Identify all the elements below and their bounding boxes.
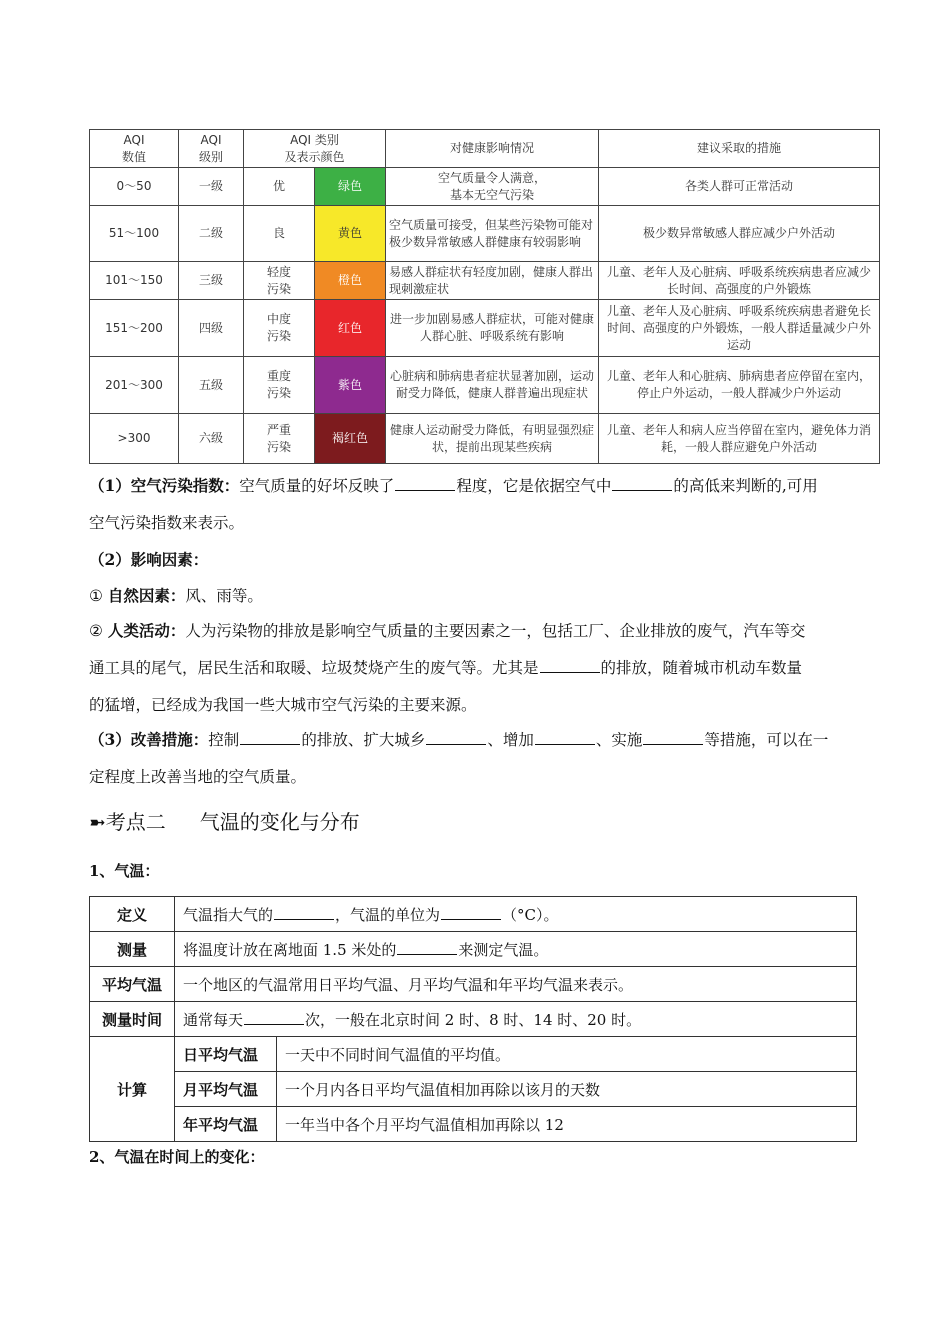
text: 控制 — [208, 731, 240, 749]
aqi-row — [90, 168, 880, 206]
time-text: 通常每天 次，一般在北京时间 2 时、8 时、14 时、20 时。 — [175, 1002, 857, 1037]
aqi-category: 重度 污染 — [244, 357, 315, 414]
label-human-activity: 人类活动： — [107, 621, 186, 640]
aqi-level: 六级 — [179, 414, 244, 464]
aqi-measure: 儿童、老年人和心脏病、肺病患者应停留在室内，停止户外运动，一般人群减少户外运动 — [599, 357, 880, 414]
aqi-row — [90, 414, 880, 464]
aqi-measure: 各类人群可正常活动 — [599, 168, 880, 206]
measure-text: 将温度计放在离地面 1.5 米处的 来测定气温。 — [175, 932, 857, 967]
aqi-header-level: AQI 级别 — [179, 130, 244, 168]
aqi-category: 中度 污染 — [244, 300, 315, 357]
aqi-header-measure: 建议采取的措施 — [599, 130, 880, 168]
calc-label-daily: 日平均气温 — [175, 1037, 277, 1072]
aqi-table — [89, 129, 880, 464]
aqi-value: 101～150 — [90, 262, 179, 300]
fill-blank[interactable] — [612, 476, 672, 491]
aqi-value: 151～200 — [90, 300, 179, 357]
aqi-row — [90, 262, 880, 300]
aqi-color-swatch: 褐红色 — [315, 414, 386, 464]
fill-blank[interactable] — [441, 905, 501, 920]
temp-row-calc — [90, 1107, 857, 1142]
aqi-color-swatch: 红色 — [315, 300, 386, 357]
paragraph-pollution-index — [89, 467, 869, 542]
aqi-health: 进一步加剧易感人群症状，可能对健康人群心脏、呼吸系统有影响 — [386, 300, 599, 357]
text: 定程度上改善当地的空气质量。 — [89, 768, 307, 786]
label-pollution-index: （1）空气污染指数： — [89, 476, 240, 495]
temp-row-average — [90, 967, 857, 1002]
temp-row-time — [90, 1002, 857, 1037]
number-marker: ② — [89, 622, 108, 640]
label-factors: （2）影响因素： — [89, 550, 209, 569]
calc-text-monthly: 一个月内各日平均气温值相加再除以该月的天数 — [277, 1072, 857, 1107]
aqi-header-value: AQI 数值 — [90, 130, 179, 168]
text: 程度，它是依据空气中 — [456, 477, 612, 495]
aqi-header-row — [90, 130, 880, 168]
aqi-measure: 儿童、老年人及心脏病、呼吸系统疾病患者应减少长时间、高强度的户外锻炼 — [599, 262, 880, 300]
aqi-color-swatch: 橙色 — [315, 262, 386, 300]
fill-blank[interactable] — [395, 476, 455, 491]
text: 的高低来判断的,可用 — [673, 477, 818, 495]
aqi-health: 空气质量令人满意， 基本无空气污染 — [386, 168, 599, 206]
temperature-table — [89, 896, 857, 1142]
aqi-header-health: 对健康影响情况 — [386, 130, 599, 168]
aqi-health: 易感人群症状有轻度加剧，健康人群出现刺激症状 — [386, 262, 599, 300]
text: 、实施 — [595, 731, 643, 749]
calc-label-yearly: 年平均气温 — [175, 1107, 277, 1142]
fill-blank[interactable] — [426, 730, 486, 745]
aqi-level: 一级 — [179, 168, 244, 206]
text: 空气质量的好坏反映了 — [239, 477, 395, 495]
aqi-category: 良 — [244, 206, 315, 262]
paragraph-factors — [89, 541, 869, 579]
definition-text: 气温指大气的 ，气温的单位为 （°C）。 — [175, 897, 857, 932]
aqi-category: 严重 污染 — [244, 414, 315, 464]
text: 、增加 — [487, 731, 534, 749]
calc-label-monthly: 月平均气温 — [175, 1072, 277, 1107]
aqi-category: 优 — [244, 168, 315, 206]
arrow-icon: ➼ — [89, 810, 106, 834]
fill-blank[interactable] — [540, 658, 600, 673]
text: 的排放，随着城市机动车数量 — [600, 659, 803, 677]
aqi-value: 201～300 — [90, 357, 179, 414]
label-improvement: （3）改善措施： — [89, 730, 209, 749]
text: 空气污染指数来表示。 — [89, 514, 245, 532]
text: 风、雨等。 — [185, 587, 263, 605]
aqi-level: 三级 — [179, 262, 244, 300]
sub-heading-temperature-change: 2、气温在时间上的变化： — [89, 1148, 265, 1166]
label-measure: 测量 — [90, 932, 175, 967]
aqi-row — [90, 300, 880, 357]
label-calc: 计算 — [90, 1037, 175, 1142]
temp-row-measure — [90, 932, 857, 967]
temp-row-calc — [90, 1037, 857, 1072]
aqi-color-swatch: 黄色 — [315, 206, 386, 262]
sub-heading-temperature: 1、气温： — [89, 862, 160, 880]
aqi-health: 健康人运动耐受力降低，有明显强烈症状，提前出现某些疾病 — [386, 414, 599, 464]
fill-blank[interactable] — [535, 730, 595, 745]
aqi-header-category: AQI 类别 及表示颜色 — [244, 130, 386, 168]
temp-row-calc — [90, 1072, 857, 1107]
fill-blank[interactable] — [274, 905, 334, 920]
fill-blank[interactable] — [397, 940, 457, 955]
section-heading — [89, 806, 360, 835]
section-number: 考点二 — [105, 810, 166, 834]
fill-blank[interactable] — [240, 730, 300, 745]
aqi-color-swatch: 绿色 — [315, 168, 386, 206]
aqi-measure: 儿童、老年人及心脏病、呼吸系统疾病患者避免长时间、高强度的户外锻炼，一般人群适量减少户外运动 — [599, 300, 880, 357]
aqi-measure: 极少数异常敏感人群应减少户外活动 — [599, 206, 880, 262]
fill-blank[interactable] — [643, 730, 703, 745]
section-title: 气温的变化与分布 — [199, 810, 360, 834]
aqi-value: 0～50 — [90, 168, 179, 206]
aqi-row — [90, 206, 880, 262]
label-average: 平均气温 — [90, 967, 175, 1002]
number-marker: ① — [89, 587, 108, 605]
label-definition: 定义 — [90, 897, 175, 932]
text: 通工具的尾气，居民生活和取暖、垃圾焚烧产生的废气等。尤其是 — [89, 659, 539, 677]
aqi-color-swatch: 紫色 — [315, 357, 386, 414]
aqi-health: 空气质量可接受，但某些污染物可能对极少数异常敏感人群健康有较弱影响 — [386, 206, 599, 262]
aqi-value: 51～100 — [90, 206, 179, 262]
label-natural-factors: 自然因素： — [107, 586, 186, 605]
aqi-row — [90, 357, 880, 414]
aqi-level: 二级 — [179, 206, 244, 262]
temp-row-definition — [90, 897, 857, 932]
text: 的排放、扩大城乡 — [301, 731, 426, 749]
fill-blank[interactable] — [244, 1010, 304, 1025]
label-time: 测量时间 — [90, 1002, 175, 1037]
aqi-health: 心脏病和肺病患者症状显著加剧，运动耐受力降低，健康人群普遍出现症状 — [386, 357, 599, 414]
aqi-value: >300 — [90, 414, 179, 464]
aqi-level: 四级 — [179, 300, 244, 357]
calc-text-yearly: 一年当中各个月平均气温值相加再除以 12 — [277, 1107, 857, 1142]
text: 等措施，可以在一 — [704, 731, 829, 749]
aqi-measure: 儿童、老年人和病人应当停留在室内，避免体力消耗，一般人群应避免户外活动 — [599, 414, 880, 464]
text: 人为污染物的排放是影响空气质量的主要因素之一，包括工厂、企业排放的废气，汽车等交 — [185, 622, 806, 640]
average-text: 一个地区的气温常用日平均气温、月平均气温和年平均气温来表示。 — [175, 967, 857, 1002]
aqi-level: 五级 — [179, 357, 244, 414]
calc-text-daily: 一天中不同时间气温值的平均值。 — [277, 1037, 857, 1072]
paragraph-improvement — [89, 721, 869, 796]
paragraph-human-activity — [89, 612, 869, 724]
aqi-category: 轻度 污染 — [244, 262, 315, 300]
paragraph-natural-factors — [89, 577, 869, 615]
text: 的猛增，已经成为我国一些大城市空气污染的主要来源。 — [89, 696, 477, 714]
